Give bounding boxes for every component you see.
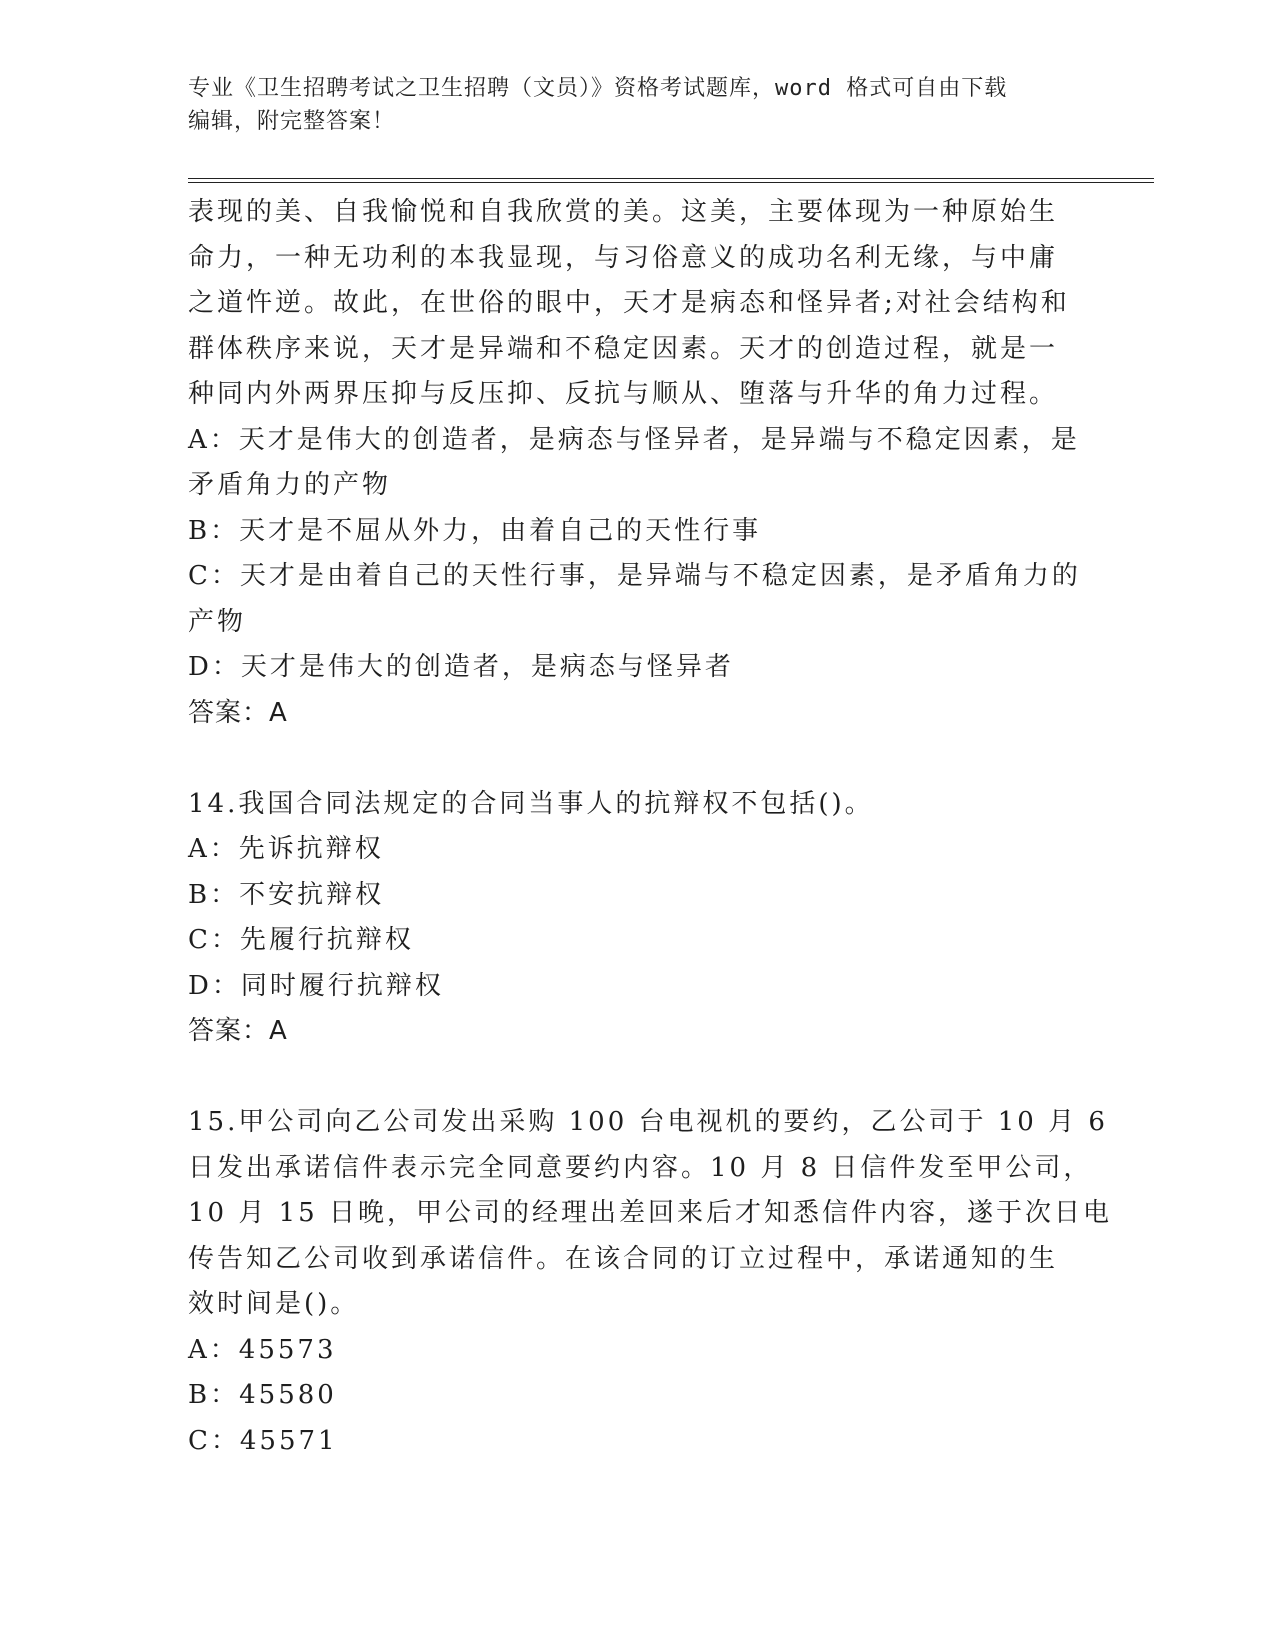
header-line-1: 专业《卫生招聘考试之卫生招聘（文员）》资格考试题库，word 格式可自由下载 bbox=[188, 76, 1008, 101]
header-divider-bottom bbox=[188, 182, 1154, 183]
option-b: B：不安抗辩权 bbox=[188, 879, 385, 910]
passage-line: 群体秩序来说，天才是异端和不稳定因素。天才的创造过程，就是一 bbox=[188, 333, 1059, 364]
option-a-continued: 矛盾角力的产物 bbox=[188, 470, 392, 500]
question-text-line: 效时间是()。 bbox=[188, 1289, 360, 1319]
header-divider-top bbox=[188, 178, 1154, 179]
question-text-line: 日发出承诺信件表示完全同意要约内容。10 月 8 日信件发至甲公司， bbox=[188, 1152, 1093, 1183]
passage-line: 表现的美、自我愉悦和自我欣赏的美。这美，主要体现为一种原始生 bbox=[188, 197, 1059, 227]
option-c: C：天才是由着自己的天性行事，是异端与不稳定因素，是矛盾角力的 bbox=[188, 561, 1081, 591]
passage-line: 种同内外两界压抑与反压抑、反抗与顺从、堕落与升华的角力过程。 bbox=[188, 379, 1059, 409]
option-c-continued: 产物 bbox=[188, 606, 247, 637]
question-text-line: 15.甲公司向乙公司发出采购 100 台电视机的要约，乙公司于 10 月 6 bbox=[188, 1107, 1108, 1137]
option-a: A：45573 bbox=[188, 1334, 337, 1365]
passage-line: 命力，一种无功利的本我显现，与习俗意义的成功名利无缘，与中庸 bbox=[188, 242, 1059, 273]
answer-label: 答案：A bbox=[188, 697, 288, 728]
question-text: 14.我国合同法规定的合同当事人的抗辩权不包括()。 bbox=[188, 788, 874, 819]
passage-block bbox=[188, 190, 1081, 736]
header-line-2: 编辑，附完整答案！ bbox=[188, 109, 396, 134]
option-c: C：先履行抗辩权 bbox=[188, 925, 414, 955]
option-d: D：天才是伟大的创造者，是病态与怪异者 bbox=[188, 652, 734, 682]
option-b: B：45580 bbox=[188, 1380, 337, 1410]
question-text-line: 10 月 15 日晚，甲公司的经理出差回来后才知悉信件内容，遂于次日电 bbox=[188, 1198, 1112, 1228]
question-text-line: 传告知乙公司收到承诺信件。在该合同的订立过程中，承诺通知的生 bbox=[188, 1243, 1059, 1274]
option-a: A：天才是伟大的创造者，是病态与怪异者，是异端与不稳定因素，是 bbox=[188, 424, 1080, 455]
option-c: C：45571 bbox=[188, 1425, 338, 1456]
option-d: D：同时履行抗辩权 bbox=[188, 970, 444, 1001]
question-15 bbox=[188, 1100, 1112, 1464]
option-a: A：先诉抗辩权 bbox=[188, 834, 384, 864]
answer-label: 答案：A bbox=[188, 1016, 288, 1046]
option-b: B：天才是不屈从外力，由着自己的天性行事 bbox=[188, 515, 762, 546]
document-body bbox=[188, 190, 1112, 1464]
page-header bbox=[188, 72, 1088, 138]
passage-line: 之道忤逆。故此，在世俗的眼中，天才是病态和怪异者;对社会结构和 bbox=[188, 288, 1070, 318]
question-14 bbox=[188, 782, 1078, 1055]
